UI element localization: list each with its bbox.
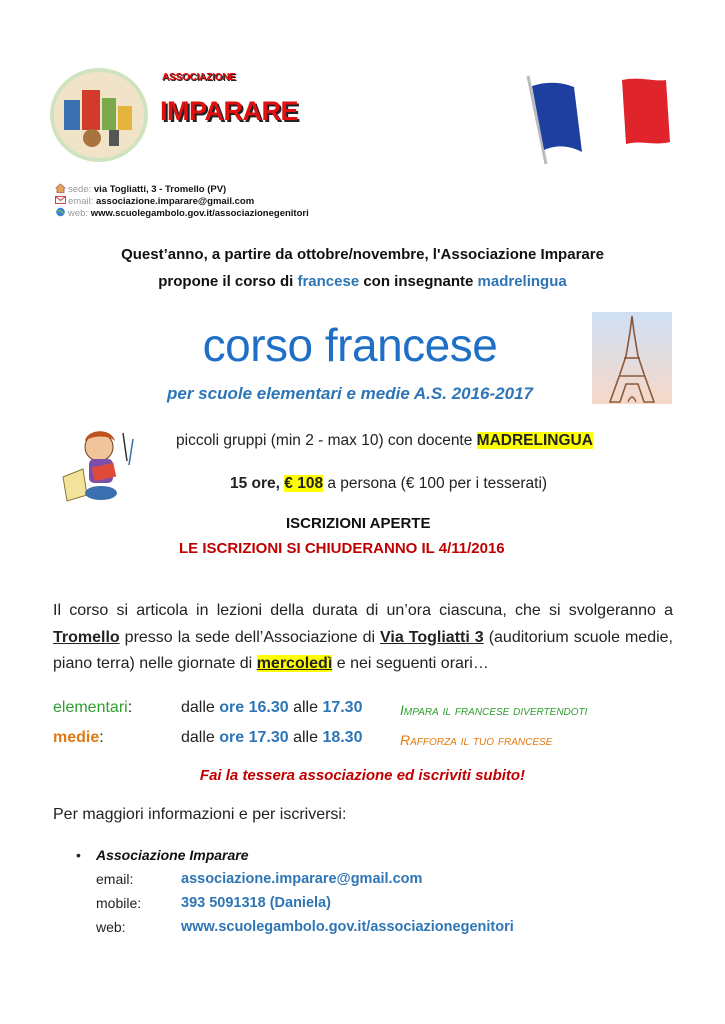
intro-madrelingua: madrelingua (477, 273, 567, 290)
student-cartoon-image (53, 425, 153, 505)
price-info: 15 ore, € 108 a persona (€ 100 per i tesserati) (230, 475, 548, 492)
info-web-label: web: (96, 919, 126, 935)
info-mobile-link[interactable]: 393 5091318 (Daniela) (181, 895, 331, 911)
association-label: ASSOCIAZIONE (162, 72, 236, 83)
association-name: IMPARARE (160, 96, 299, 126)
weekday-highlight: mercoledì (256, 655, 333, 672)
price-highlight: € 108 (284, 475, 324, 492)
logo-illustration (54, 72, 144, 158)
call-to-action: Fai la tessera associazione ed iscriviti subito! (199, 767, 526, 784)
schedule-level: medie (53, 729, 100, 746)
mail-icon (55, 195, 66, 205)
schedule-time: dalle ore 16.30 alle 17.30 (181, 699, 363, 716)
globe-icon (55, 207, 66, 217)
schedule-time: dalle ore 17.30 alle 18.30 (181, 729, 363, 746)
page-title: corso francese (202, 319, 498, 371)
intro-line-1: Quest’anno, a partire da ottobre/novembre, l'Associazione Imparare (121, 246, 604, 263)
info-web-link[interactable]: www.scuolegambolo.gov.it/associazionegenitori (181, 919, 514, 935)
home-icon (55, 183, 66, 193)
eiffel-tower-image (592, 312, 672, 404)
madrelingua-highlight: MADRELINGUA (476, 432, 593, 449)
groups-info: piccoli gruppi (min 2 - max 10) con docente MADRELINGUA (176, 432, 593, 449)
location-tromello: Tromello (53, 628, 120, 646)
schedule-row: medie: (53, 729, 104, 746)
schedule-slogan: Rafforza il tuo francese (400, 732, 553, 748)
page-subtitle: per scuole elementari e medie A.S. 2016-2017 (166, 384, 533, 403)
info-email-label: email: (96, 871, 134, 887)
enrolment-open: ISCRIZIONI APERTE (286, 515, 431, 532)
course-description: Il corso si articola in lezioni della durata di un’ora ciascuna, che si svolgeranno a Tromello presso la sede dell’Associazione di Via Togliatti 3 (auditorium scuole medie, piano terra) nelle giornate di mercoledì e nei seguenti orari… (53, 602, 674, 672)
info-association: Associazione Imparare (96, 847, 249, 863)
contact-web: web: www.scuolegambolo.gov.it/associazionegenitori (55, 207, 309, 220)
association-logo (50, 68, 148, 162)
contact-email-link[interactable]: associazione.imparare@gmail.com (95, 196, 255, 207)
intro-line-2: propone il corso di francese con insegnante madrelingua (158, 273, 567, 290)
bullet-icon: • (76, 847, 81, 863)
enrolment-deadline: LE ISCRIZIONI SI CHIUDERANNO IL 4/11/2016 (179, 540, 505, 557)
location-street: Via Togliatti 3 (380, 628, 484, 646)
schedule-row: elementari: (53, 699, 133, 716)
schedule-slogan: Impara il francese divertendoti (400, 702, 588, 718)
contact-address: sede: via Togliatti, 3 - Tromello (PV) (55, 183, 226, 196)
french-flag-image (522, 72, 672, 170)
info-email-link[interactable]: associazione.imparare@gmail.com (181, 871, 423, 887)
contact-web-link[interactable]: www.scuolegambolo.gov.it/associazionegenitori (90, 208, 309, 219)
info-mobile-label: mobile: (96, 895, 142, 911)
contact-email: email: associazione.imparare@gmail.com (55, 195, 254, 208)
schedule-level: elementari (53, 699, 128, 716)
info-heading: Per maggiori informazioni e per iscriversi: (53, 806, 347, 823)
intro-francese: francese (297, 273, 360, 290)
